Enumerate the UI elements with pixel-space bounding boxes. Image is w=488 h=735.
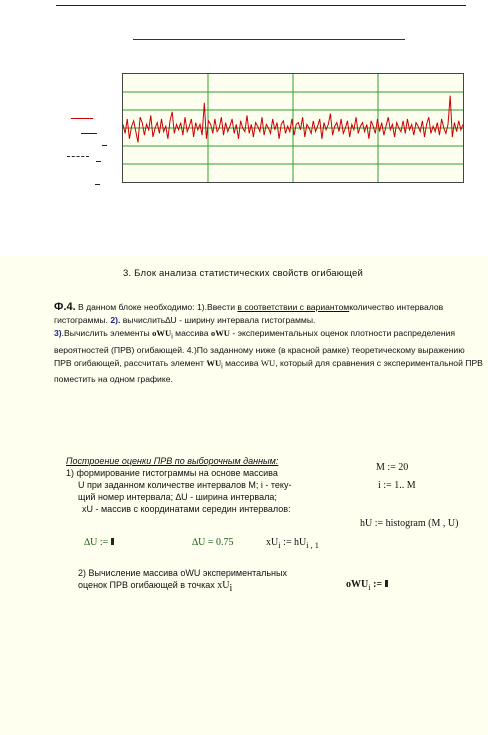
step1-line2: U при заданном количестве интервалов M; i - теку- xyxy=(78,480,292,490)
legend-line-solid xyxy=(81,133,97,134)
step1-line3: щий номер интервала; ∆U - ширина интервала; xyxy=(78,492,277,502)
chart-title-rule xyxy=(133,39,405,40)
step2-line1: 2) Вычисление массива oWU экспериментальных xyxy=(78,568,287,578)
histogram-definition: hU := histogram (M , U) xyxy=(360,518,459,529)
variant-link: в соответствии с вариантом xyxy=(237,302,350,312)
top-rule xyxy=(56,5,466,6)
legend xyxy=(62,112,112,192)
legend-line-red xyxy=(71,118,93,119)
du-value: ∆U = 0.75 xyxy=(192,537,234,548)
signal-chart xyxy=(123,74,463,182)
legend-tick xyxy=(96,161,101,162)
legend-line-dashed xyxy=(67,156,89,157)
legend-tick xyxy=(95,184,100,185)
i-definition: i := 1.. M xyxy=(378,480,416,491)
placeholder-box[interactable] xyxy=(385,580,388,587)
legend-tick xyxy=(102,145,107,146)
du-definition: ∆U := xyxy=(84,537,114,548)
step1-line4: xU - массив с координатами середин интервалов: xyxy=(82,504,291,514)
placeholder-box[interactable] xyxy=(111,538,114,545)
step2-line2: оценок ПРВ огибающей в точках $xU_i$ xyxy=(78,580,233,594)
xu-definition: $xU_i$ := $hU_{i , 1}$ xyxy=(266,537,319,550)
histogram-heading: Построение оценки ПРВ по выборочным данным: xyxy=(66,456,279,466)
step1-line1: 1) формирование гистограммы на основе массива xyxy=(66,468,278,478)
signal-plot xyxy=(122,73,464,183)
m-definition: M := 20 xyxy=(376,462,409,473)
section-title: 3. Блок анализа статистических свойств огибающей xyxy=(123,268,363,279)
task-label: Ф.4. xyxy=(54,301,76,313)
task-description: Ф.4. В данном блоке необходимо: 1).Ввести в соответствии с вариантомколичество интервалов гистограммы. 2). вычислить∆U - ширину интервала гистограммы. 3).Вычислить элементы oWU$_i$ массива oWU - экспериментальных оценок плотности распределения вероятностей (ПРВ) огибающей. 4.)По заданному ниже (в красной рамке) теоретическому выражению ПРВ огибающей, рассчитать элемент $WU_i$ массива WU, который для сравнения с экспериментальной ПРВ поместить на одном графике. xyxy=(54,301,483,385)
owu-definition: oWU$_i$ := xyxy=(346,579,388,592)
